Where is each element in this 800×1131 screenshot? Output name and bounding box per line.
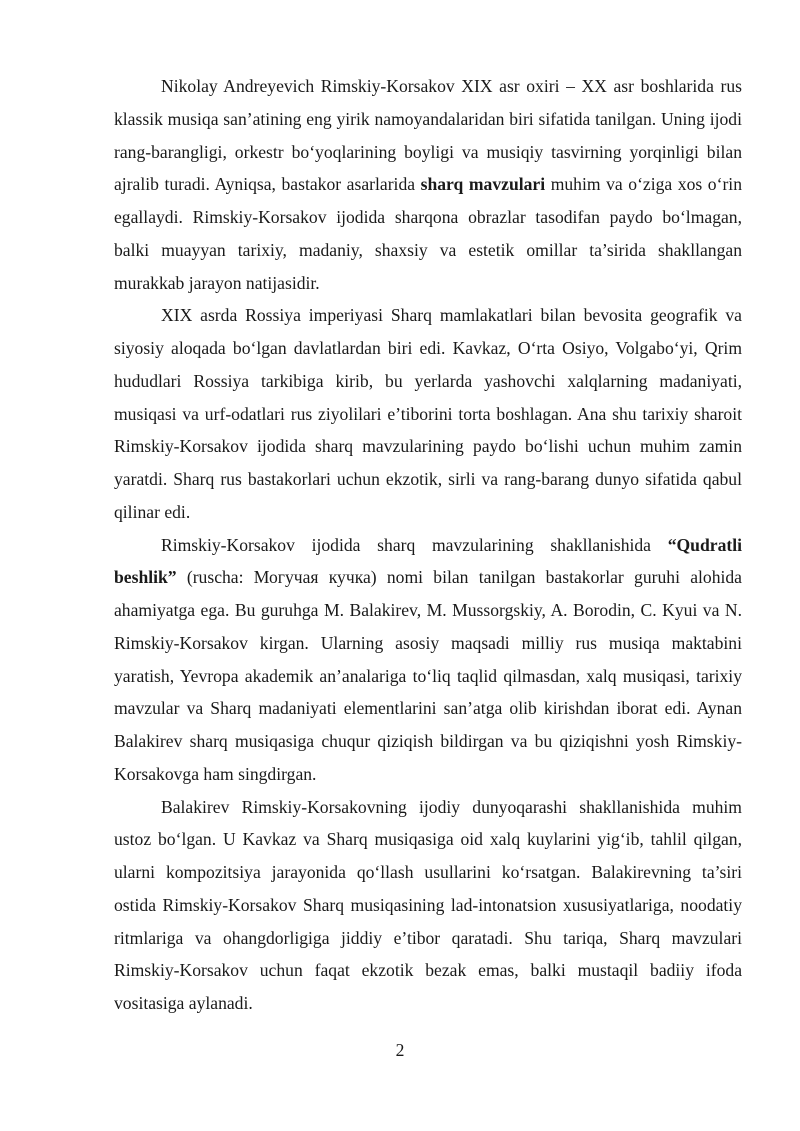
page-number: 2 bbox=[395, 1040, 405, 1060]
bold-phrase-sharq-mavzulari: sharq mavzulari bbox=[420, 174, 546, 195]
paragraph-text: (ruscha: Могучая кучка) nomi bilan tanilgan bastakorlar guruhi alohida ahamiyatga ega. Bu guruhga M. Balakirev, M. Mussorgskiy, A. Borodin, C. Kyui va N. Rimskiy-Korsakov kirgan. Ularning asosiy maqsadi milliy rus musiqa maktabini yaratish, Yevropa akademik an’analariga to‘liq taqlid qilmasdan, xalq musiqasi, tarixiy mavzular va Sharq madaniyati elementlarini san’atga olib kirishdan iborat edi. Aynan Balakirev sharq musiqasiga chuqur qiziqish bildirgan va bu qiziqishni yosh Rimskiy-Korsakovga ham singdirgan. bbox=[114, 567, 742, 784]
paragraph-1 bbox=[114, 70, 742, 299]
paragraph-text: Nikolay Andreyevich Rimskiy-Korsakov XIX asr oxiri – XX asr boshlarida rus klassik musiqa san’atining eng yirik namoyandalaridan biri sifatida tanilgan. Uning ijodi rang-barangligi, orkestr bo‘yoqlarining boyligi va musiqiy tasvirning yorqinligi bilan ajralib turadi. Ayniqsa, bastakor asarlarida bbox=[114, 76, 742, 195]
paragraph-text: Rimskiy-Korsakov ijodida sharq mavzularining shakllanishida bbox=[161, 534, 668, 555]
paragraph-text: Balakirev Rimskiy-Korsakovning ijodiy dunyoqarashi shakllanishida muhim ustoz bo‘lgan. U Kavkaz va Sharq musiqasiga oid xalq kuylarini yig‘ib, tahlil qilgan, ularni kompozitsiya jarayonida qo‘llash usullarini ko‘rsatgan. Balakirevning ta’siri ostida Rimskiy-Korsakov Sharq musiqasining lad-intonatsion xususiyatlariga, noodatiy ritmlariga va ohangdorligiga jiddiy e’tibor qaratadi. Shu tariqa, Sharq mavzulari Rimskiy-Korsakov uchun faqat ekzotik bezak emas, balki mustaqil badiiy ifoda vositasiga aylanadi. bbox=[114, 796, 742, 1013]
paragraph-text: XIX asrda Rossiya imperiyasi Sharq mamlakatlari bilan bevosita geografik va siyosiy aloqada bo‘lgan davlatlardan biri edi. Kavkaz, O‘rta Osiyo, Volgabo‘yi, Qrim hududlari Rossiya tarkibiga kirib, bu yerlarda yashovchi xalqlarning madaniyati, musiqasi va urf-odatlari rus ziyolilari e’tiborini torta boshlagan. Ana shu tarixiy sharoit Rimskiy-Korsakov ijodida sharq mavzularining paydo bo‘lishi uchun muhim zamin yaratdi. Sharq rus bastakorlari uchun ekzotik, sirli va rang-barang dunyo sifatida qabul qilinar edi. bbox=[114, 305, 742, 522]
paragraph-4 bbox=[114, 791, 742, 1020]
paragraph-3 bbox=[114, 529, 742, 791]
paragraph-2 bbox=[114, 299, 742, 528]
bold-phrase-qudratli-beshlik: “Qudratli beshlik” bbox=[114, 534, 742, 588]
paragraph-text: muhim va o‘ziga xos o‘rin egallaydi. Rimskiy-Korsakov ijodida sharqona obrazlar tasodifan paydo bo‘lmagan, balki muayyan tarixiy, madaniy, shaxsiy va estetik omillar ta’sirida shakllangan murakkab jarayon natijasidir. bbox=[114, 174, 742, 293]
body-text bbox=[114, 70, 742, 1020]
